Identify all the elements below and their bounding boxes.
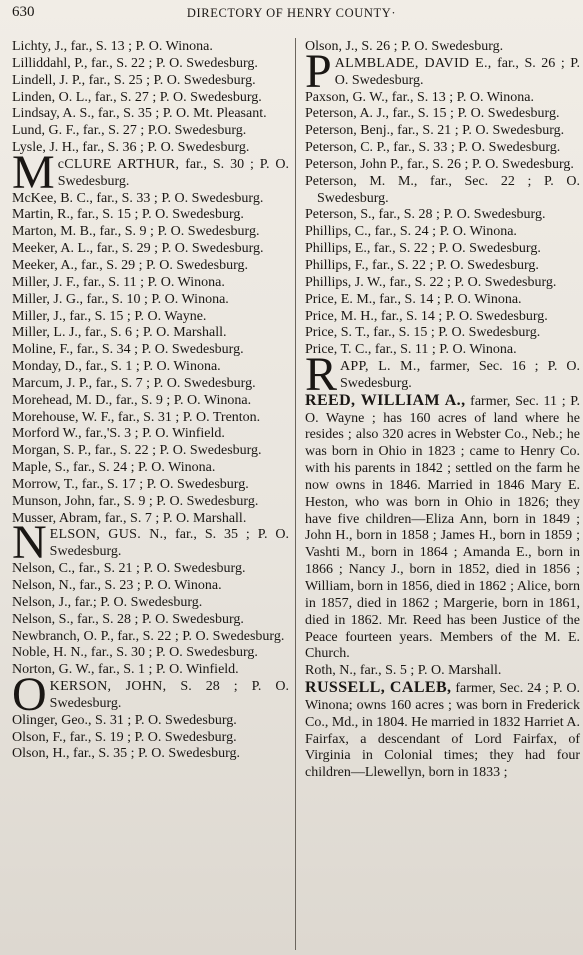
- entry-name: REED, WILLIAM A.,: [305, 391, 466, 409]
- running-title: DIRECTORY OF HENRY COUNTY·: [186, 6, 397, 20]
- directory-entry: Nelson, N., far., S. 23 ; P. O. Winona.: [12, 578, 222, 593]
- directory-entry: Linden, O. L., far., S. 27 ; P. O. Swedesburg.: [12, 89, 262, 105]
- page-number: 630: [12, 4, 35, 20]
- entry-details: far., S. 26 ; P. O. Swedesburg.: [334, 55, 580, 88]
- directory-entry: Peterson, John P., far., S. 26 ; P. O. Swedesburg.: [305, 156, 574, 172]
- directory-entry: Miller, J., far., S. 15 ; P. O. Wayne.: [12, 308, 207, 324]
- directory-entry: Morgan, S. P., far., S. 22 ; P. O. Swedesburg.: [12, 443, 262, 459]
- entry-name: KERSON, JOHN,: [49, 679, 167, 695]
- biographical-entry: [305, 393, 580, 664]
- directory-entry: Price, M. H., far., S. 14 ; P. O. Swedesburg.: [305, 308, 548, 324]
- entry-details: S. 28 ; P. O. Swedesburg.: [49, 679, 290, 711]
- directory-entry: Peterson, C. P., far., S. 33 ; P. O. Swedesburg.: [305, 140, 561, 156]
- right-column: [305, 39, 580, 782]
- directory-entry: Marcum, J. P., far., S. 7 ; P. O. Swedesburg.: [12, 375, 256, 391]
- left-column: [12, 39, 289, 763]
- directory-entry: Peterson, Benj., far., S. 21 ; P. O. Swedesburg.: [305, 123, 565, 139]
- directory-entry: Lindsay, A. S., far., S. 35 ; P. O. Mt. Pleasant.: [12, 106, 267, 122]
- directory-entry: Morehead, M. D., far., S. 9 ; P. O. Winona.: [12, 392, 252, 408]
- entry-name: ELSON, GUS. N.,: [49, 527, 168, 543]
- entry-name: ALMBLADE, DAVID E.,: [334, 55, 492, 71]
- drop-cap-letter: O: [12, 668, 46, 722]
- directory-entry: Olson, J., S. 26 ; P. O. Swedesburg.: [305, 39, 504, 54]
- directory-entry: Peterson, S., far., S. 28 ; P. O. Swedesburg.: [305, 207, 546, 223]
- directory-entry: Morford W., far.,'S. 3 ; P. O. Winfield.: [12, 426, 225, 442]
- directory-entry: Phillips, C., far., S. 24 ; P. O. Winona.: [305, 224, 517, 240]
- entry-details: farmer, Sec. 11 ; P. O. Wayne ; has 160 acres of land where he resides ; also 320 acres in Webster Co., Neb.; he was born in Ohio in 1823 ; came to Henry Co. with his parents in 1842 ; settled on the farm he now owns in 1846. Married in 1846 Mary E. Heston, who was born in Ohio in 1826; they have five children—Eliza Ann, born in 1849 ; John H., born in 1858 ; James H., born in 1859 ; Vashti M., born in 1864 ; Amanda E., born in 1866 ; Nancy J., born in 1852, died in 1856 ; William, born in 1856, died in 1862 ; Alice, born in 1857, died in 1862 ; Margerie, born in 1861, died in 1862. Mr. Reed has been Justice of the Peace fourteen years. Members of the M. E. Church.: [305, 393, 581, 662]
- directory-entry: Price, S. T., far., S. 15 ; P. O. Swedesburg.: [305, 325, 541, 341]
- drop-cap-letter: R: [305, 348, 337, 402]
- entry-details: far., S. 35 ; P. O. Swedesburg.: [49, 527, 289, 560]
- directory-entry: Marton, M. B., far., S. 9 ; P. O. Swedesburg.: [12, 224, 260, 240]
- directory-entry: Lindell, J. P., far., S. 25 ; P. O. Swedesburg.: [12, 72, 256, 88]
- directory-entry: Lilliddahl, P., far., S. 22 ; P. O. Swedesburg.: [12, 55, 258, 71]
- directory-entry: Peterson, M. M., far., Sec. 22 ; P. O. Swedesburg.: [305, 173, 580, 206]
- directory-entry: Musser, Abram, far., S. 7 ; P. O. Marshall.: [12, 510, 247, 526]
- column-divider: [295, 38, 296, 950]
- entry-details: farmer, Sec. 16 ; P. O. Swedesburg.: [340, 359, 580, 391]
- drop-cap-letter: P: [305, 44, 331, 98]
- directory-entry: Lysle, J. H., far., S. 36 ; P. O. Swedesburg.: [12, 140, 250, 156]
- directory-entry: Miller, L. J., far., S. 6 ; P. O. Marshall.: [12, 325, 227, 341]
- directory-entry: Martin, R., far., S. 15 ; P. O. Swedesburg.: [12, 207, 244, 223]
- directory-entry: Norton, G. W., far., S. 1 ; P. O. Winfield.: [12, 662, 239, 678]
- directory-entry: Newbranch, O. P., far., S. 22 ; P. O. Swedesburg.: [12, 628, 285, 644]
- entry-name: cCLURE ARTHUR,: [57, 156, 180, 172]
- directory-entry: Olson, F., far., S. 19 ; P. O. Swedesburg.: [12, 729, 237, 745]
- entry-name: RUSSELL, CALEB,: [305, 679, 452, 697]
- directory-entry: Paxson, G. W., far., S. 13 ; P. O. Winona.: [305, 89, 535, 105]
- directory-entry: Meeker, A. L., far., S. 29 ; P. O. Swedesburg.: [12, 241, 264, 257]
- directory-entry: Olson, H., far., S. 35 ; P. O. Swedesburg.: [12, 746, 241, 762]
- entry-details: farmer, Sec. 24 ; P. O. Winona; owns 160 acres ; was born in Frederick Co., Md., in 1804. He married in 1832 Harriet A. Fairfax, a descendant of Lord Fairfax, of Virginia in Colonial times; they had four children—Llewellyn, born in 1833 ;: [305, 681, 581, 781]
- directory-entry: Morehouse, W. F., far., S. 31 ; P. O. Trenton.: [12, 409, 261, 425]
- directory-entry: Lichty, J., far., S. 13 ; P. O. Winona.: [12, 39, 213, 54]
- directory-entry: Maple, S., far., S. 24 ; P. O. Winona.: [12, 460, 216, 476]
- directory-entry: Monday, D., far., S. 1 ; P. O. Winona.: [12, 359, 221, 375]
- directory-entry: Nelson, J., far.; P. O. Swedesburg.: [12, 594, 203, 610]
- directory-entry: Nelson, C., far., S. 21 ; P. O. Swedesburg.: [12, 561, 246, 577]
- directory-entry: Miller, J. G., far., S. 10 ; P. O. Winona.: [12, 291, 229, 307]
- directory-entry: Moline, F., far., S. 34 ; P. O. Swedesburg.: [12, 342, 244, 358]
- directory-entry: Roth, N., far., S. 5 ; P. O. Marshall.: [305, 663, 502, 679]
- drop-cap-letter: M: [12, 145, 54, 199]
- entry-name: APP, L. M.,: [340, 359, 421, 375]
- directory-entry: Price, E. M., far., S. 14 ; P. O. Winona.: [305, 291, 522, 307]
- directory-entry: Miller, J. F., far., S. 11 ; P. O. Winona.: [12, 274, 225, 290]
- drop-cap-letter: N: [12, 516, 46, 570]
- biographical-entry: [305, 680, 580, 782]
- directory-entry: Peterson, A. J., far., S. 15 ; P. O. Swedesburg.: [305, 106, 560, 122]
- directory-entry: Lund, G. F., far., S. 27 ; P.O. Swedesburg.: [12, 123, 247, 139]
- directory-entry: Morrow, T., far., S. 17 ; P. O. Swedesburg.: [12, 476, 249, 492]
- directory-entry: Nelson, S., far., S. 28 ; P. O. Swedesburg.: [12, 611, 244, 627]
- entry-details: far., S. 30 ; P. O. Swedesburg.: [57, 156, 290, 189]
- directory-entry: Noble, H. N., far., S. 30 ; P. O. Swedesburg.: [12, 645, 258, 661]
- directory-entry: Phillips, E., far., S. 22 ; P. O. Swedesburg.: [305, 241, 541, 257]
- directory-entry: McKee, B. C., far., S. 33 ; P. O. Swedesburg.: [12, 190, 264, 206]
- directory-entry: Phillips, F., far., S. 22 ; P. O. Swedesburg.: [305, 257, 539, 273]
- directory-entry: Munson, John, far., S. 9 ; P. O. Swedesburg.: [12, 493, 259, 509]
- directory-entry: Phillips, J. W., far., S. 22 ; P. O. Swedesburg.: [305, 274, 557, 290]
- directory-entry: Olinger, Geo., S. 31 ; P. O. Swedesburg.: [12, 712, 237, 728]
- directory-entry: Meeker, A., far., S. 29 ; P. O. Swedesburg.: [12, 257, 248, 273]
- directory-entry: Price, T. C., far., S. 11 ; P. O. Winona.: [305, 342, 517, 358]
